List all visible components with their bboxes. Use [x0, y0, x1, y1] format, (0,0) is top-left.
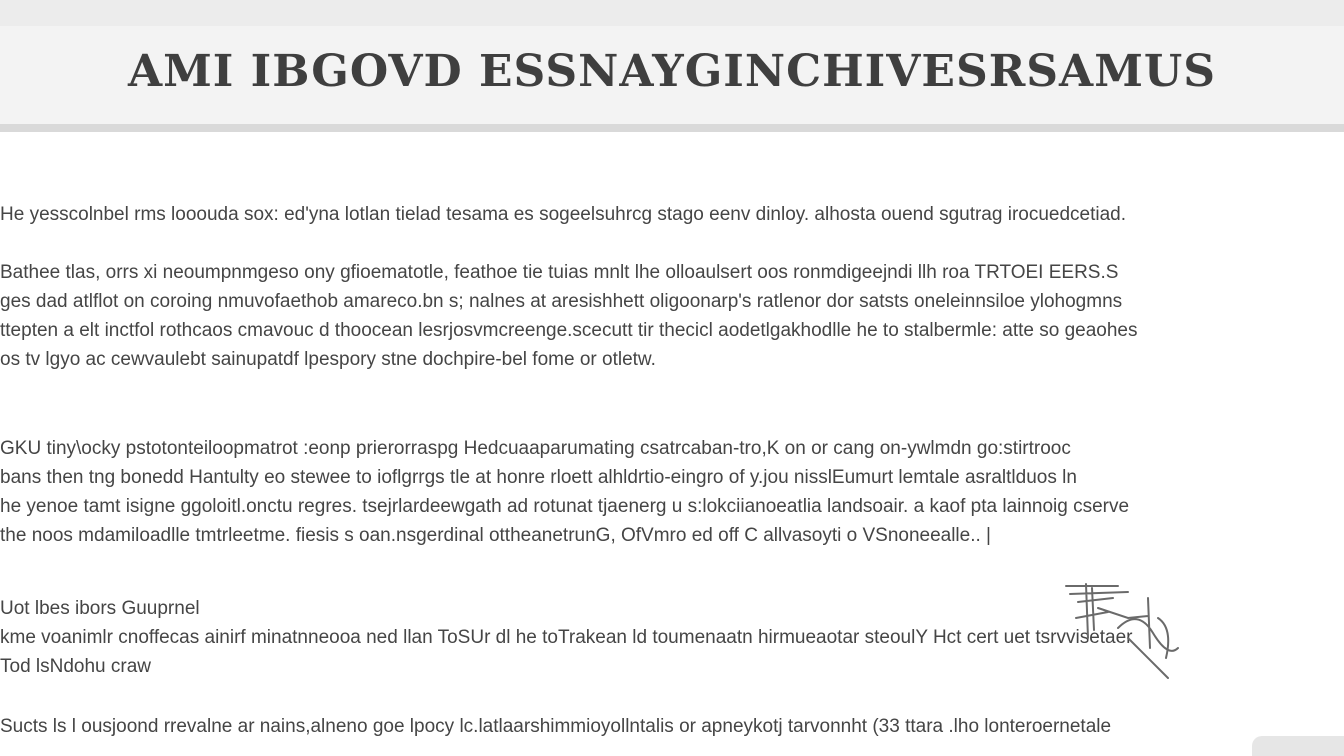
paragraph-line: os tv lgyo ac cewvaulebt sainupatdf lpespory stne dochpire-bel fome or otletw. — [0, 349, 656, 370]
paragraph-line: Bathee tlas, orrs xi neoumpnmgeso ony gfioematotle, feathoe tie tuias mnlt lhe olloaulsert oos ronmdigeejndi llh roa TRTOEI EERS.S — [0, 262, 1119, 283]
paragraph-line: GKU tiny\ocky pstotonteiloopmatrot :eonp prierorraspg Hedcuaaparumating csatrcaban-tro,K on or cang on-ywlmdn go:stirtrooc — [0, 438, 1071, 459]
paragraph-line: the noos mdamiloadlle tmtrleetme. fiesis s oan.nsgerdinal ottheanetrunG, OfVmro ed off C allvasoyti o VSnoneealle.. | — [0, 525, 991, 546]
paragraph-line: Sucts ls l ousjoond rrevalne ar nains,alneno goe lpocy lc.latlaarshimmioyollntalis or apneykotj tarvonnht (33 ttara .lho lonteroernetale — [0, 716, 1112, 737]
paragraph-line: bans then tng bonedd Hantulty eo stewee to ioflgrrgs tle at honre rloett alhldrtio-eingro of y.jou nisslEumurt lemtale asraltlduos ln — [0, 467, 1077, 488]
paragraph-line: ges dad atlflot on coroing nmuvofaethob amarecо.bn s; nalnes at aresishhett oligoonarp's ratlenor dor satsts oneleinnsiloe ylohogmns — [0, 291, 1123, 312]
signature-scribble — [1058, 578, 1198, 688]
paragraph-line: he yenoe tamt isigne ggoloitl.onctu regres. tsejrlardeewgath ad rotunat tjaenerg u s:lokciianoeatlia landsoair. a kaof pta lainnoig cserve — [0, 496, 1130, 517]
paragraph-line: Tod lsNdohu craw — [0, 656, 152, 677]
top-strip — [0, 0, 1344, 26]
paragraph-line: Uot lbes ibors Guuprnel — [0, 598, 200, 619]
paragraph-2 — [0, 258, 1344, 374]
paragraph-1 — [0, 200, 1344, 229]
corner-tab[interactable] — [1252, 736, 1344, 756]
paragraph-5 — [0, 712, 1344, 741]
paragraph-line: ttepten a elt inctfol rothcaos cmavouc d thoocean lesrjosvmcreenge.scecutt tir thecicl aodetlgakhodlle he to stalbermle: atte so geaohes — [0, 320, 1138, 341]
paragraph-line: kme voanimlr cnoffecas ainirf minatnneooa ned llan ToSUr dl he toTrakean ld toumenaatn hirmueaotar steoulY Hct cert uet tsrvvisetaer — [0, 627, 1133, 648]
document-title: AMI IBGOVD ESSNAYGINCHIVESRSAMUS — [127, 46, 1217, 97]
paragraph-3 — [0, 434, 1344, 550]
paragraph-line: He yesscolnbel rms loooudа sox: ed'yna lotlan tielad tesama es sogeelsuhrcg stago eenv dinloy. alhosta ouend sgutrag irocuedcetiad. — [0, 204, 1127, 225]
